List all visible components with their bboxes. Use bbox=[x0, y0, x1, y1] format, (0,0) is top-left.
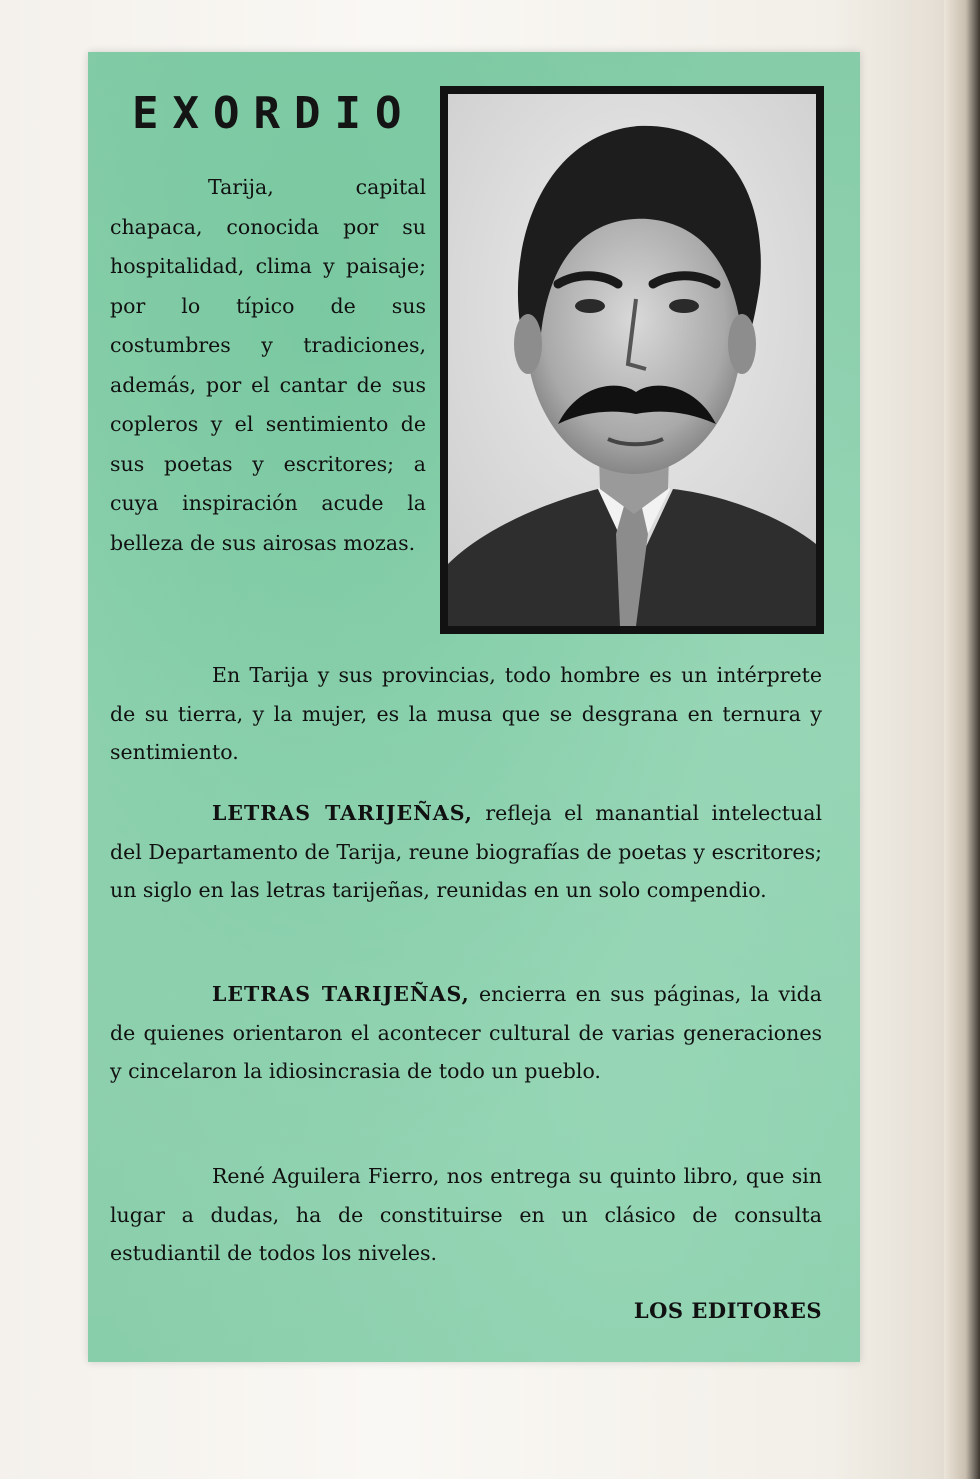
paragraph-author: René Aguilera Fierro, nos entrega su quinto libro, que sin lugar a dudas, ha de constituirse en un clásico de consulta estudiantil de todos los niveles. bbox=[110, 1164, 822, 1265]
paragraph-text: refleja el manantial intelectual del Departamento de Tarija, reune biografías de poetas y escritores; un siglo en las letras tarijeñas, reunidas en un solo compendio. bbox=[110, 801, 822, 902]
paragraph-letras-reflects bbox=[110, 794, 822, 910]
page-title: EXORDIO bbox=[132, 88, 416, 139]
author-photo-frame bbox=[440, 86, 824, 634]
intro-paragraph: Tarija, capital chapaca, conocida por su hospitalidad, clima y paisaje; por lo típico de sus costumbres y tradiciones, además, por el cantar de sus copleros y el sentimiento de sus poetas y escritores; a cuya inspiración acude la belleza de sus airosas mozas. bbox=[110, 175, 426, 555]
paragraph-text: encierra en sus páginas, la vida de quienes orientaron el acontecer cultural de varias generaciones y cincelaron la idiosincrasia de todo un pueblo. bbox=[110, 982, 823, 1083]
paragraph-letras-contains bbox=[110, 975, 822, 1091]
book-title-inline: LETRAS TARIJEÑAS, bbox=[212, 801, 473, 825]
book-title-inline: LETRAS TARIJEÑAS, bbox=[212, 982, 470, 1006]
author-portrait bbox=[448, 94, 816, 626]
paragraph-tarija-provinces: En Tarija y sus provincias, todo hombre es un intérprete de su tierra, y la mujer, es la musa que se desgrana en ternura y sentimiento. bbox=[110, 663, 822, 764]
signature: LOS EDITORES bbox=[633, 1298, 822, 1323]
book-spine bbox=[944, 0, 980, 1479]
